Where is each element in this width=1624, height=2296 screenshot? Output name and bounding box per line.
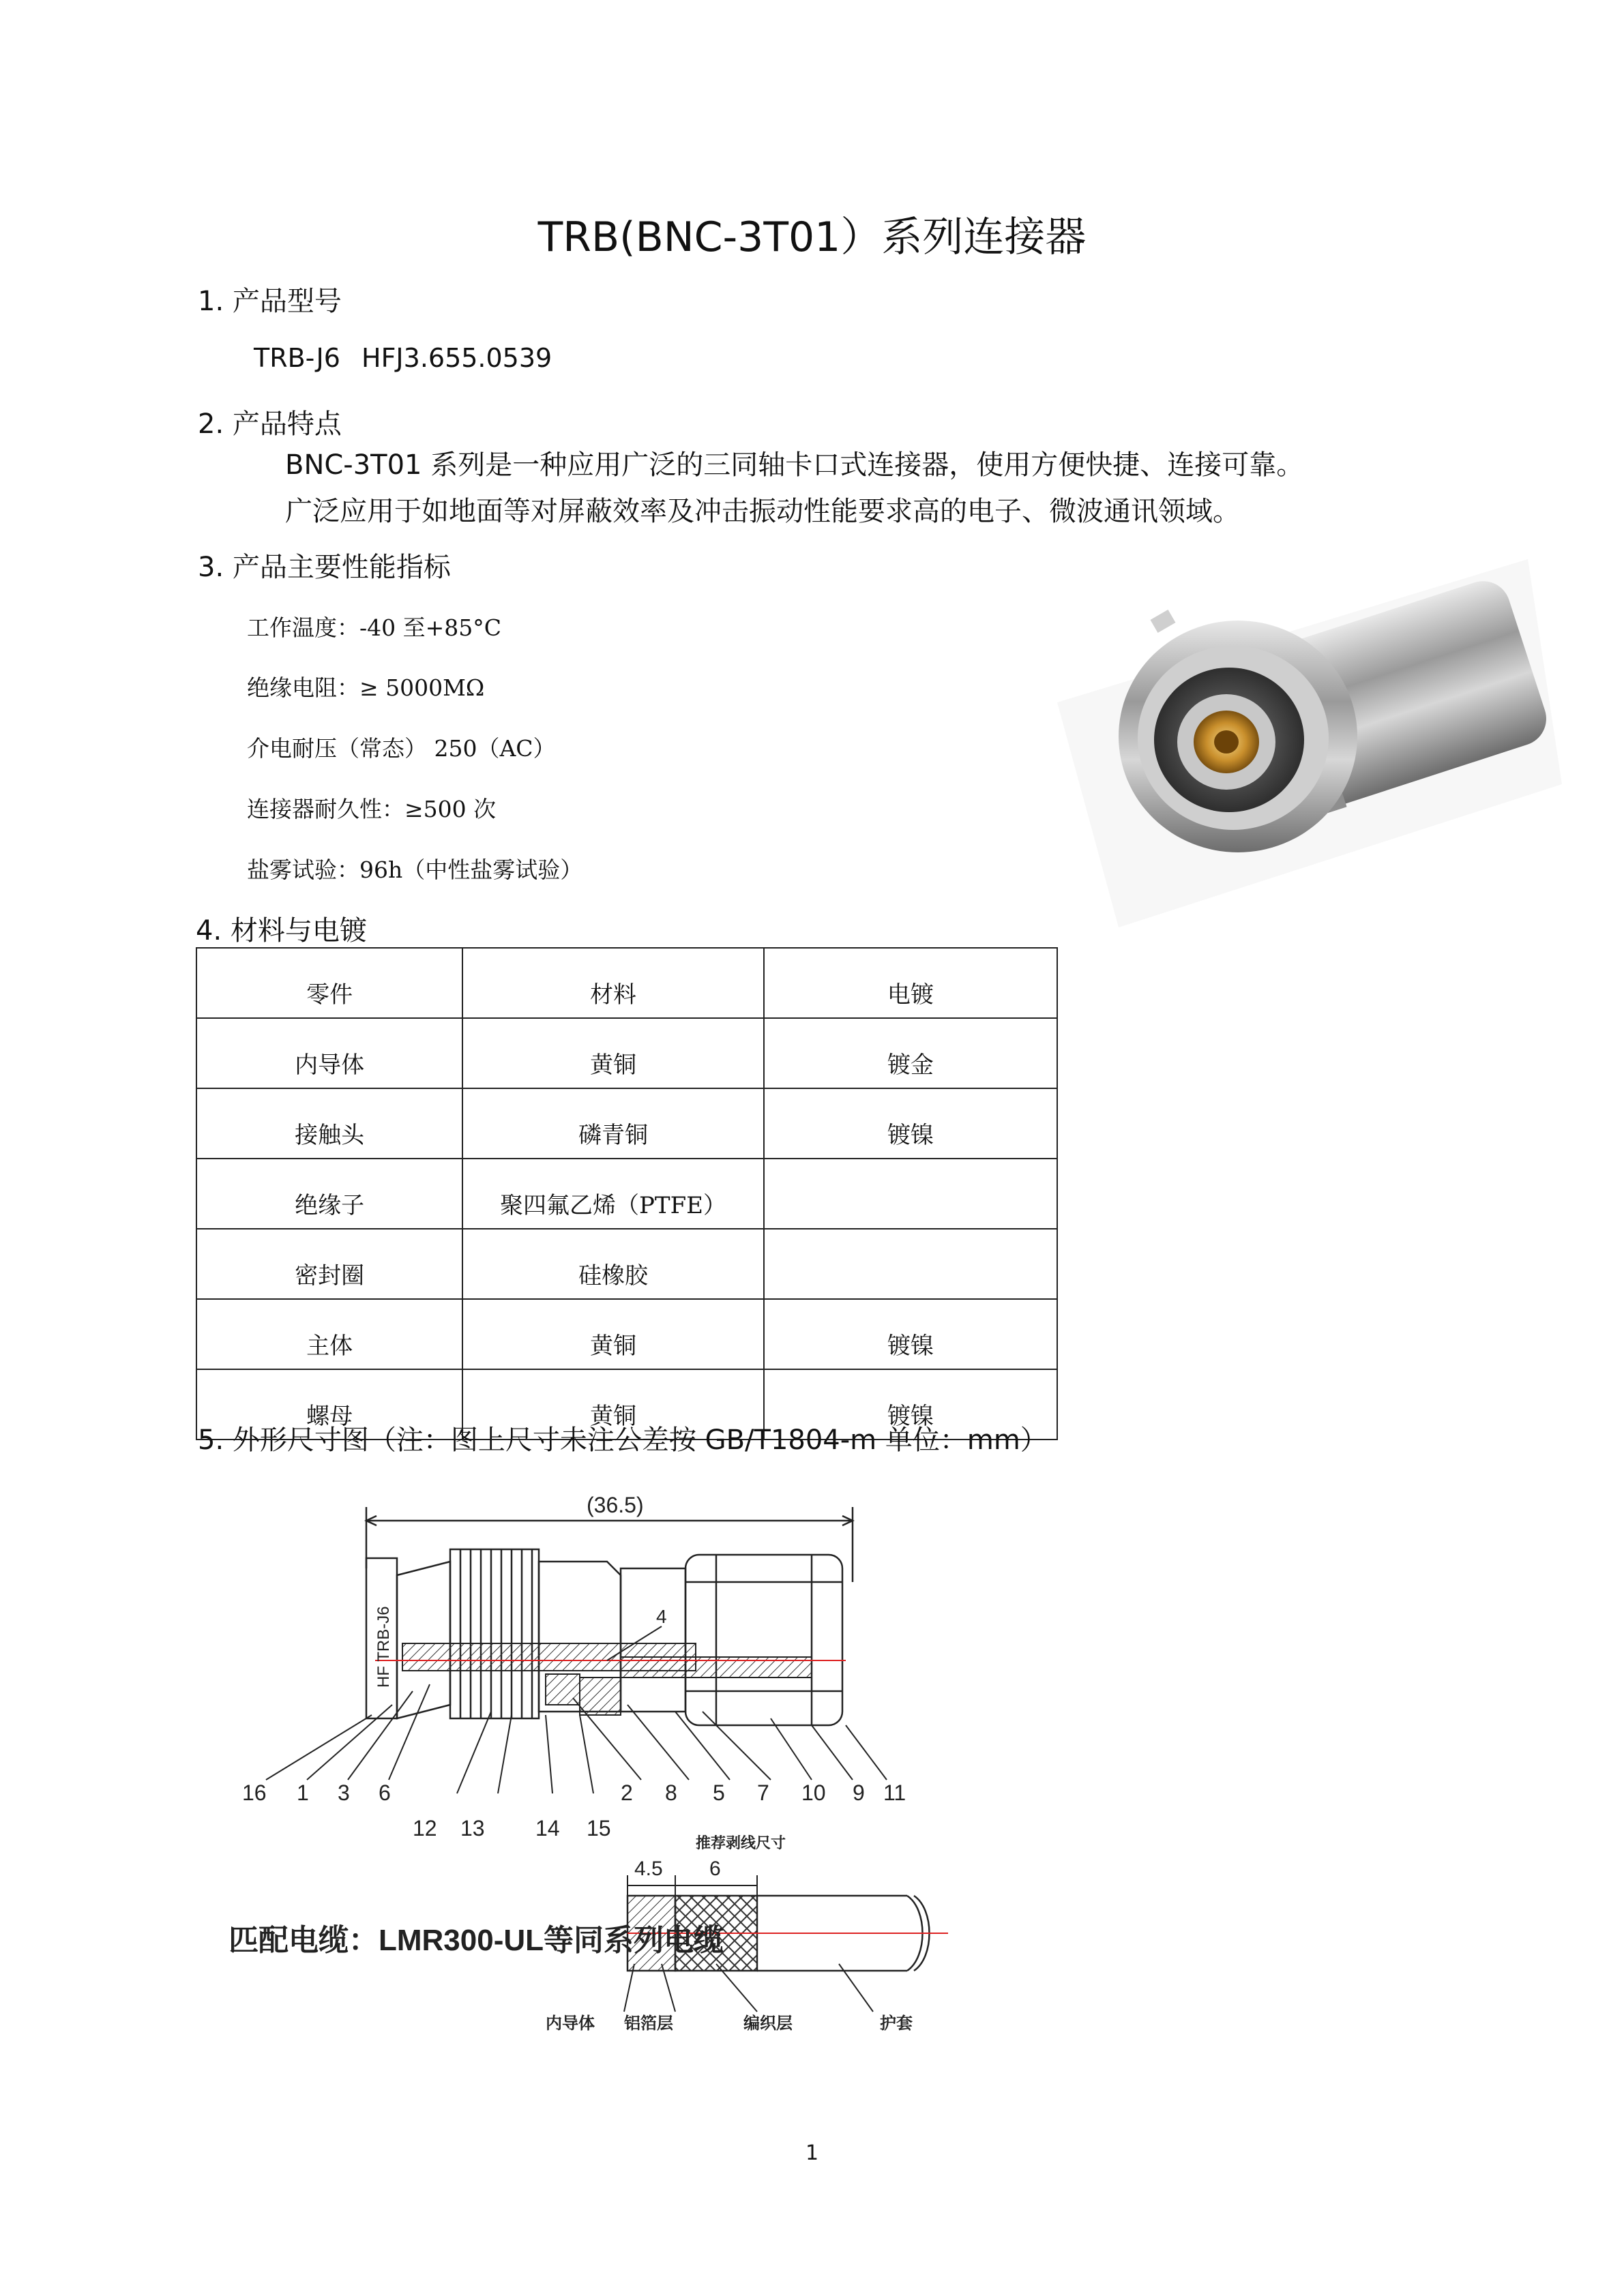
callout-7: 7 — [757, 1780, 769, 1805]
callout-3: 3 — [338, 1780, 350, 1805]
table-header-row — [196, 948, 1057, 1018]
cell-part: 密封圈 — [196, 1229, 462, 1299]
cell-plating: 镀镍 — [764, 1369, 1057, 1440]
cell-plating: 镀镍 — [764, 1088, 1057, 1159]
page-title: TRB(BNC-3T01）系列连接器 — [537, 213, 1087, 261]
callout-4: 4 — [656, 1606, 667, 1627]
model-number: TRB-J6 — [254, 343, 340, 373]
cell-material: 黄铜 — [462, 1299, 763, 1369]
callout-16: 16 — [242, 1780, 267, 1805]
callout-9: 9 — [853, 1780, 865, 1805]
cell-plating: 镀金 — [764, 1018, 1057, 1088]
spec-temperature: 工作温度：-40 至+85°C — [247, 614, 502, 641]
spec-dielectric: 介电耐压（常态） 250（AC） — [247, 735, 556, 762]
section-3-heading: 3. 产品主要性能指标 — [198, 552, 451, 583]
feature-line-1: BNC-3T01 系列是一种应用广泛的三同轴卡口式连接器，使用方便快捷、连接可靠。 — [285, 449, 1304, 481]
callout-5: 5 — [713, 1780, 725, 1805]
cell-part: 内导体 — [196, 1018, 462, 1088]
header-plating: 电镀 — [764, 948, 1057, 1018]
cell-material: 黄铜 — [462, 1369, 763, 1440]
cell-material: 硅橡胶 — [462, 1229, 763, 1299]
cell-part: 绝缘子 — [196, 1159, 462, 1229]
cell-material: 聚四氟乙烯（PTFE） — [462, 1159, 763, 1229]
section-1-heading: 1. 产品型号 — [198, 286, 342, 317]
cell-part: 主体 — [196, 1299, 462, 1369]
header-material: 材料 — [462, 948, 763, 1018]
layer-foil: 铝箔层 — [624, 2014, 673, 2033]
header-part: 零件 — [196, 948, 462, 1018]
connector-photo — [1050, 559, 1562, 927]
table-row — [196, 1018, 1057, 1088]
spec-insulation: 绝缘电阻：≥ 5000MΩ — [247, 674, 485, 701]
layer-inner-conductor: 内导体 — [546, 2014, 595, 2033]
callout-8: 8 — [665, 1780, 677, 1805]
cell-part: 接触头 — [196, 1088, 462, 1159]
dimension-drawing — [225, 1487, 1044, 2053]
callout-1: 1 — [297, 1780, 309, 1805]
callout-13: 13 — [460, 1816, 485, 1840]
layer-braid: 编织层 — [743, 2014, 793, 2033]
part-marking: HF TRB-J6 — [374, 1606, 393, 1688]
callout-14: 14 — [535, 1816, 560, 1840]
callout-11: 11 — [883, 1780, 906, 1805]
spec-durability: 连接器耐久性：≥500 次 — [247, 796, 497, 822]
table-row — [196, 1229, 1057, 1299]
spec-salt-spray: 盐雾试验：96h（中性盐雾试验） — [247, 856, 583, 883]
cell-plating — [764, 1159, 1057, 1229]
callout-12: 12 — [413, 1816, 437, 1840]
strip-dim-1: 4.5 — [634, 1858, 663, 1880]
section-2-heading: 2. 产品特点 — [198, 408, 342, 440]
cell-plating — [764, 1229, 1057, 1299]
table-row — [196, 1159, 1057, 1229]
cell-plating: 镀镍 — [764, 1299, 1057, 1369]
feature-line-2: 广泛应用于如地面等对屏蔽效率及冲击振动性能要求高的电子、微波通讯领域。 — [285, 496, 1240, 527]
cell-material: 黄铜 — [462, 1018, 763, 1088]
cell-part: 螺母 — [196, 1369, 462, 1440]
callout-10: 10 — [801, 1780, 826, 1805]
page-number: 1 — [805, 2141, 819, 2165]
callout-6: 6 — [379, 1780, 391, 1805]
materials-table — [196, 947, 1058, 1440]
cable-label: 匹配电缆：LMR300-UL等同系列电缆 — [228, 1924, 724, 1957]
table-row — [196, 1088, 1057, 1159]
cell-material: 磷青铜 — [462, 1088, 763, 1159]
strip-title: 推荐剥线尺寸 — [696, 1834, 786, 1851]
model-code: HFJ3.655.0539 — [361, 343, 552, 373]
table-row — [196, 1299, 1057, 1369]
strip-dim-2: 6 — [709, 1858, 721, 1880]
layer-jacket: 护套 — [880, 2014, 913, 2033]
section-4-heading: 4. 材料与电镀 — [196, 915, 367, 946]
overall-dimension: (36.5) — [587, 1493, 644, 1517]
section-5-heading: 5. 外形尺寸图（注：图上尺寸未注公差按 GB/T1804-m 单位：mm） — [198, 1425, 1048, 1456]
callout-2: 2 — [621, 1780, 633, 1805]
callout-15: 15 — [587, 1816, 611, 1840]
